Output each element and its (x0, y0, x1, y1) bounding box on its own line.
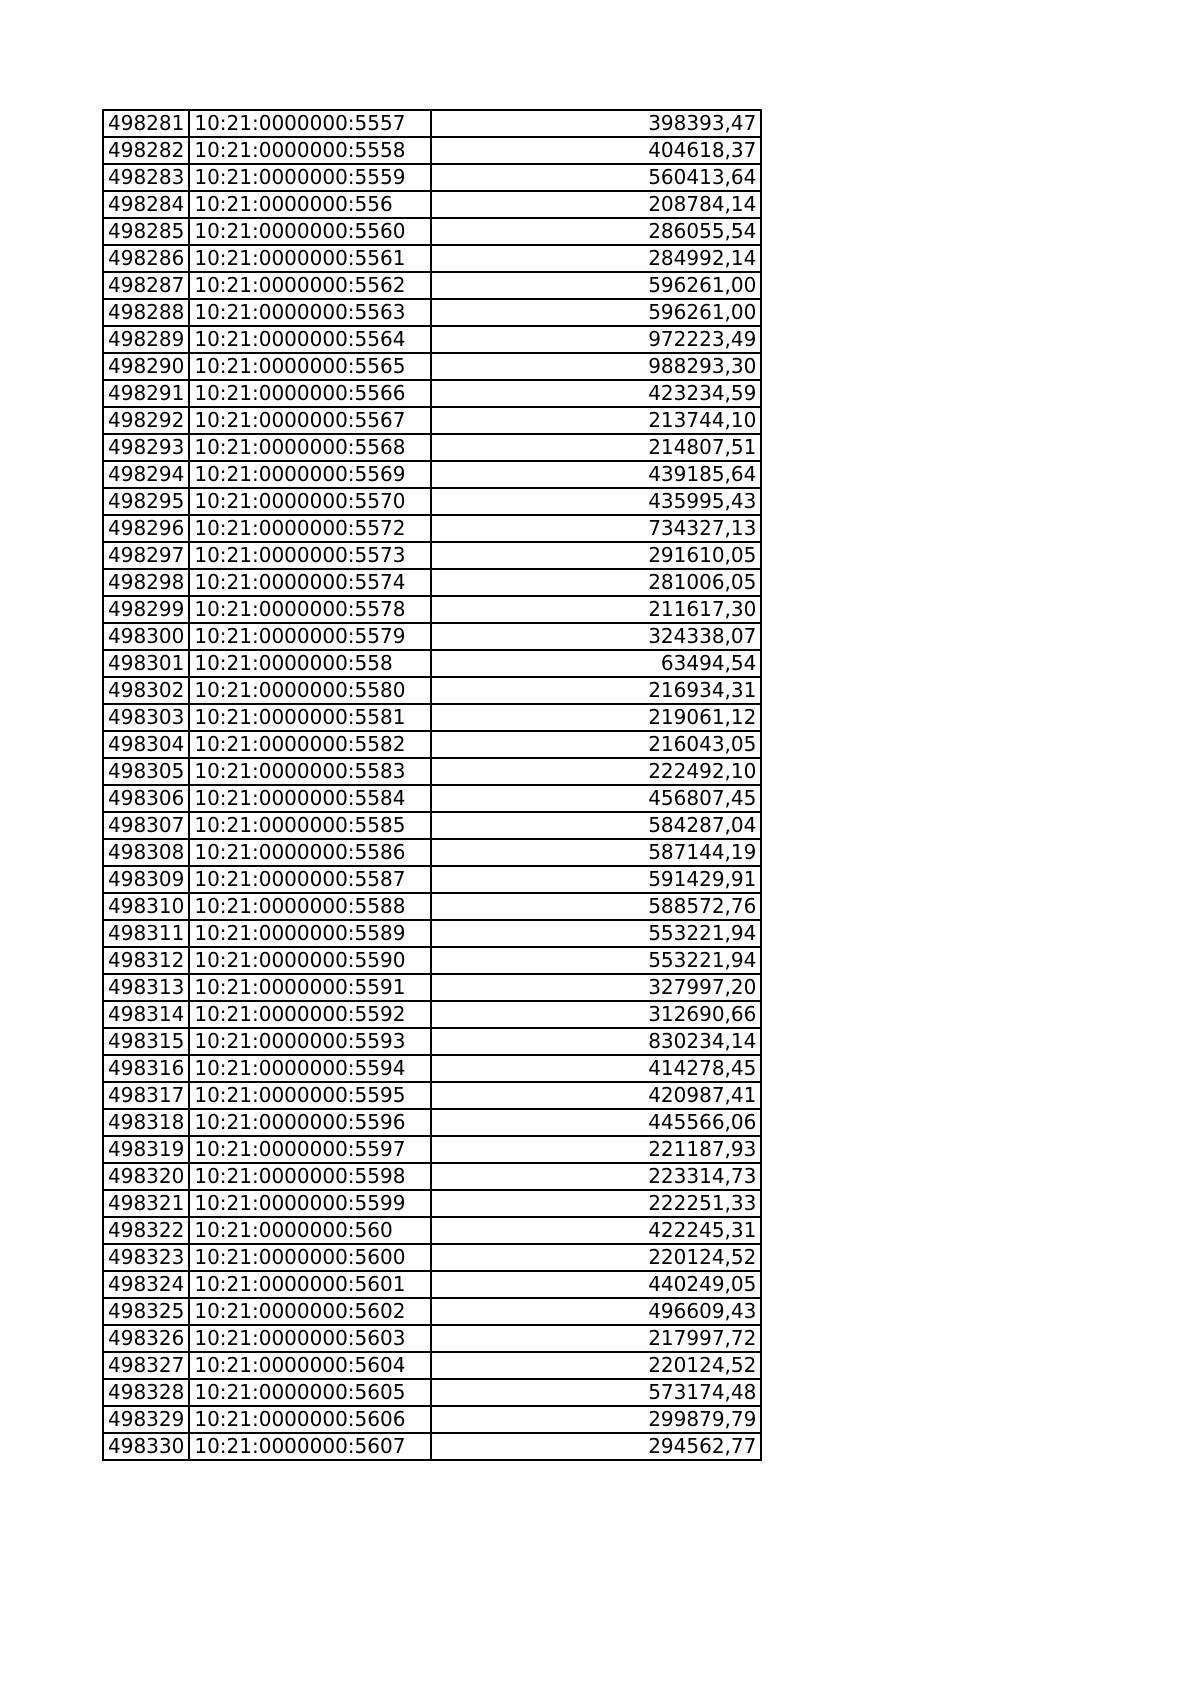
row-id-cell: 498317 (103, 1082, 189, 1109)
cadastral-code-cell: 10:21:0000000:558 (189, 650, 431, 677)
row-id-cell: 498285 (103, 218, 189, 245)
amount-cell: 445566,06 (431, 1109, 761, 1136)
amount-cell: 573174,48 (431, 1379, 761, 1406)
amount-cell: 291610,05 (431, 542, 761, 569)
table-row (103, 1055, 761, 1082)
cadastral-code-cell: 10:21:0000000:556 (189, 191, 431, 218)
amount-cell: 324338,07 (431, 623, 761, 650)
cadastral-code-cell: 10:21:0000000:5570 (189, 488, 431, 515)
cadastral-code-cell: 10:21:0000000:5567 (189, 407, 431, 434)
cadastral-code-cell: 10:21:0000000:5595 (189, 1082, 431, 1109)
table-row (103, 596, 761, 623)
table-row (103, 1433, 761, 1460)
row-id-cell: 498321 (103, 1190, 189, 1217)
table-row (103, 1271, 761, 1298)
cadastral-code-cell: 10:21:0000000:5593 (189, 1028, 431, 1055)
row-id-cell: 498300 (103, 623, 189, 650)
amount-cell: 422245,31 (431, 1217, 761, 1244)
table-row (103, 110, 761, 137)
amount-cell: 220124,52 (431, 1244, 761, 1271)
row-id-cell: 498325 (103, 1298, 189, 1325)
cadastral-code-cell: 10:21:0000000:5561 (189, 245, 431, 272)
row-id-cell: 498283 (103, 164, 189, 191)
amount-cell: 223314,73 (431, 1163, 761, 1190)
table-row (103, 1190, 761, 1217)
cadastral-code-cell: 10:21:0000000:5579 (189, 623, 431, 650)
row-id-cell: 498319 (103, 1136, 189, 1163)
cadastral-code-cell: 10:21:0000000:5589 (189, 920, 431, 947)
row-id-cell: 498327 (103, 1352, 189, 1379)
row-id-cell: 498301 (103, 650, 189, 677)
amount-cell: 299879,79 (431, 1406, 761, 1433)
table-row (103, 677, 761, 704)
table-row (103, 1136, 761, 1163)
cadastral-code-cell: 10:21:0000000:5606 (189, 1406, 431, 1433)
amount-cell: 327997,20 (431, 974, 761, 1001)
amount-cell: 439185,64 (431, 461, 761, 488)
amount-cell: 286055,54 (431, 218, 761, 245)
table-row (103, 407, 761, 434)
cadastral-code-cell: 10:21:0000000:5591 (189, 974, 431, 1001)
row-id-cell: 498289 (103, 326, 189, 353)
amount-cell: 211617,30 (431, 596, 761, 623)
table-row (103, 542, 761, 569)
row-id-cell: 498297 (103, 542, 189, 569)
row-id-cell: 498324 (103, 1271, 189, 1298)
amount-cell: 414278,45 (431, 1055, 761, 1082)
row-id-cell: 498298 (103, 569, 189, 596)
table-row (103, 218, 761, 245)
cadastral-code-cell: 10:21:0000000:5581 (189, 704, 431, 731)
row-id-cell: 498315 (103, 1028, 189, 1055)
amount-cell: 560413,64 (431, 164, 761, 191)
table-row (103, 1109, 761, 1136)
row-id-cell: 498286 (103, 245, 189, 272)
row-id-cell: 498309 (103, 866, 189, 893)
table-row (103, 488, 761, 515)
table-row (103, 569, 761, 596)
cadastral-code-cell: 10:21:0000000:5607 (189, 1433, 431, 1460)
amount-cell: 423234,59 (431, 380, 761, 407)
cadastral-code-cell: 10:21:0000000:5603 (189, 1325, 431, 1352)
amount-cell: 216934,31 (431, 677, 761, 704)
row-id-cell: 498284 (103, 191, 189, 218)
row-id-cell: 498328 (103, 1379, 189, 1406)
row-id-cell: 498330 (103, 1433, 189, 1460)
row-id-cell: 498329 (103, 1406, 189, 1433)
cadastral-code-cell: 10:21:0000000:560 (189, 1217, 431, 1244)
cadastral-code-cell: 10:21:0000000:5597 (189, 1136, 431, 1163)
amount-cell: 281006,05 (431, 569, 761, 596)
row-id-cell: 498318 (103, 1109, 189, 1136)
amount-cell: 435995,43 (431, 488, 761, 515)
cadastral-code-cell: 10:21:0000000:5600 (189, 1244, 431, 1271)
cadastral-code-cell: 10:21:0000000:5578 (189, 596, 431, 623)
cadastral-code-cell: 10:21:0000000:5584 (189, 785, 431, 812)
cadastral-code-cell: 10:21:0000000:5563 (189, 299, 431, 326)
row-id-cell: 498310 (103, 893, 189, 920)
cadastral-code-cell: 10:21:0000000:5598 (189, 1163, 431, 1190)
cadastral-code-cell: 10:21:0000000:5559 (189, 164, 431, 191)
table-row (103, 1352, 761, 1379)
row-id-cell: 498302 (103, 677, 189, 704)
row-id-cell: 498316 (103, 1055, 189, 1082)
amount-cell: 208784,14 (431, 191, 761, 218)
row-id-cell: 498303 (103, 704, 189, 731)
table-row (103, 164, 761, 191)
amount-cell: 220124,52 (431, 1352, 761, 1379)
amount-cell: 496609,43 (431, 1298, 761, 1325)
amount-cell: 398393,47 (431, 110, 761, 137)
table-row (103, 1298, 761, 1325)
cadastral-code-cell: 10:21:0000000:5580 (189, 677, 431, 704)
row-id-cell: 498295 (103, 488, 189, 515)
amount-cell: 553221,94 (431, 920, 761, 947)
amount-cell: 312690,66 (431, 1001, 761, 1028)
amount-cell: 553221,94 (431, 947, 761, 974)
table-row (103, 461, 761, 488)
amount-cell: 217997,72 (431, 1325, 761, 1352)
table-row (103, 731, 761, 758)
cadastral-code-cell: 10:21:0000000:5562 (189, 272, 431, 299)
row-id-cell: 498292 (103, 407, 189, 434)
amount-cell: 404618,37 (431, 137, 761, 164)
row-id-cell: 498314 (103, 1001, 189, 1028)
amount-cell: 222251,33 (431, 1190, 761, 1217)
cadastral-code-cell: 10:21:0000000:5599 (189, 1190, 431, 1217)
amount-cell: 591429,91 (431, 866, 761, 893)
row-id-cell: 498320 (103, 1163, 189, 1190)
amount-cell: 216043,05 (431, 731, 761, 758)
cadastral-code-cell: 10:21:0000000:5590 (189, 947, 431, 974)
cadastral-code-cell: 10:21:0000000:5594 (189, 1055, 431, 1082)
cadastral-code-cell: 10:21:0000000:5587 (189, 866, 431, 893)
amount-cell: 972223,49 (431, 326, 761, 353)
row-id-cell: 498308 (103, 839, 189, 866)
cadastral-code-cell: 10:21:0000000:5585 (189, 812, 431, 839)
table-row (103, 866, 761, 893)
amount-cell: 596261,00 (431, 299, 761, 326)
table-row (103, 1244, 761, 1271)
table-row (103, 1028, 761, 1055)
table-row (103, 974, 761, 1001)
table-row (103, 785, 761, 812)
amount-cell: 222492,10 (431, 758, 761, 785)
cadastral-code-cell: 10:21:0000000:5583 (189, 758, 431, 785)
amount-cell: 221187,93 (431, 1136, 761, 1163)
amount-cell: 213744,10 (431, 407, 761, 434)
row-id-cell: 498291 (103, 380, 189, 407)
cadastral-code-cell: 10:21:0000000:5602 (189, 1298, 431, 1325)
table-row (103, 1379, 761, 1406)
cadastral-code-cell: 10:21:0000000:5566 (189, 380, 431, 407)
amount-cell: 440249,05 (431, 1271, 761, 1298)
row-id-cell: 498304 (103, 731, 189, 758)
row-id-cell: 498311 (103, 920, 189, 947)
cadastral-code-cell: 10:21:0000000:5574 (189, 569, 431, 596)
table-row (103, 623, 761, 650)
amount-cell: 63494,54 (431, 650, 761, 677)
cadastral-code-cell: 10:21:0000000:5557 (189, 110, 431, 137)
amount-cell: 214807,51 (431, 434, 761, 461)
row-id-cell: 498322 (103, 1217, 189, 1244)
cadastral-code-cell: 10:21:0000000:5582 (189, 731, 431, 758)
amount-cell: 588572,76 (431, 893, 761, 920)
amount-cell: 420987,41 (431, 1082, 761, 1109)
table-row (103, 812, 761, 839)
cadastral-code-cell: 10:21:0000000:5564 (189, 326, 431, 353)
cadastral-code-cell: 10:21:0000000:5560 (189, 218, 431, 245)
table-row (103, 1082, 761, 1109)
row-id-cell: 498305 (103, 758, 189, 785)
amount-cell: 830234,14 (431, 1028, 761, 1055)
row-id-cell: 498281 (103, 110, 189, 137)
row-id-cell: 498326 (103, 1325, 189, 1352)
table-row (103, 920, 761, 947)
table-row (103, 704, 761, 731)
amount-cell: 596261,00 (431, 272, 761, 299)
cadastral-code-cell: 10:21:0000000:5568 (189, 434, 431, 461)
table-row (103, 1217, 761, 1244)
cadastral-code-cell: 10:21:0000000:5573 (189, 542, 431, 569)
table-row (103, 137, 761, 164)
table-row (103, 650, 761, 677)
amount-cell: 734327,13 (431, 515, 761, 542)
cadastral-code-cell: 10:21:0000000:5588 (189, 893, 431, 920)
table-body (103, 110, 761, 1460)
table-row (103, 758, 761, 785)
amount-cell: 456807,45 (431, 785, 761, 812)
table-row (103, 326, 761, 353)
amount-cell: 988293,30 (431, 353, 761, 380)
row-id-cell: 498288 (103, 299, 189, 326)
row-id-cell: 498323 (103, 1244, 189, 1271)
table-row (103, 1001, 761, 1028)
table-row (103, 893, 761, 920)
row-id-cell: 498296 (103, 515, 189, 542)
table-row (103, 839, 761, 866)
amount-cell: 219061,12 (431, 704, 761, 731)
row-id-cell: 498299 (103, 596, 189, 623)
cadastral-code-cell: 10:21:0000000:5605 (189, 1379, 431, 1406)
table-row (103, 380, 761, 407)
table-row (103, 1163, 761, 1190)
table-row (103, 191, 761, 218)
row-id-cell: 498306 (103, 785, 189, 812)
table-row (103, 245, 761, 272)
table-row (103, 299, 761, 326)
cadastral-code-cell: 10:21:0000000:5586 (189, 839, 431, 866)
row-id-cell: 498307 (103, 812, 189, 839)
data-table (102, 109, 762, 1461)
amount-cell: 587144,19 (431, 839, 761, 866)
amount-cell: 584287,04 (431, 812, 761, 839)
cadastral-code-cell: 10:21:0000000:5558 (189, 137, 431, 164)
row-id-cell: 498294 (103, 461, 189, 488)
cadastral-code-cell: 10:21:0000000:5601 (189, 1271, 431, 1298)
amount-cell: 284992,14 (431, 245, 761, 272)
row-id-cell: 498290 (103, 353, 189, 380)
table-row (103, 272, 761, 299)
row-id-cell: 498282 (103, 137, 189, 164)
cadastral-code-cell: 10:21:0000000:5572 (189, 515, 431, 542)
table-row (103, 1406, 761, 1433)
table-row (103, 1325, 761, 1352)
table-row (103, 515, 761, 542)
row-id-cell: 498313 (103, 974, 189, 1001)
cadastral-code-cell: 10:21:0000000:5565 (189, 353, 431, 380)
table-row (103, 353, 761, 380)
row-id-cell: 498293 (103, 434, 189, 461)
cadastral-code-cell: 10:21:0000000:5569 (189, 461, 431, 488)
cadastral-code-cell: 10:21:0000000:5592 (189, 1001, 431, 1028)
cadastral-code-cell: 10:21:0000000:5604 (189, 1352, 431, 1379)
row-id-cell: 498287 (103, 272, 189, 299)
table-row (103, 434, 761, 461)
row-id-cell: 498312 (103, 947, 189, 974)
amount-cell: 294562,77 (431, 1433, 761, 1460)
cadastral-code-cell: 10:21:0000000:5596 (189, 1109, 431, 1136)
table-row (103, 947, 761, 974)
